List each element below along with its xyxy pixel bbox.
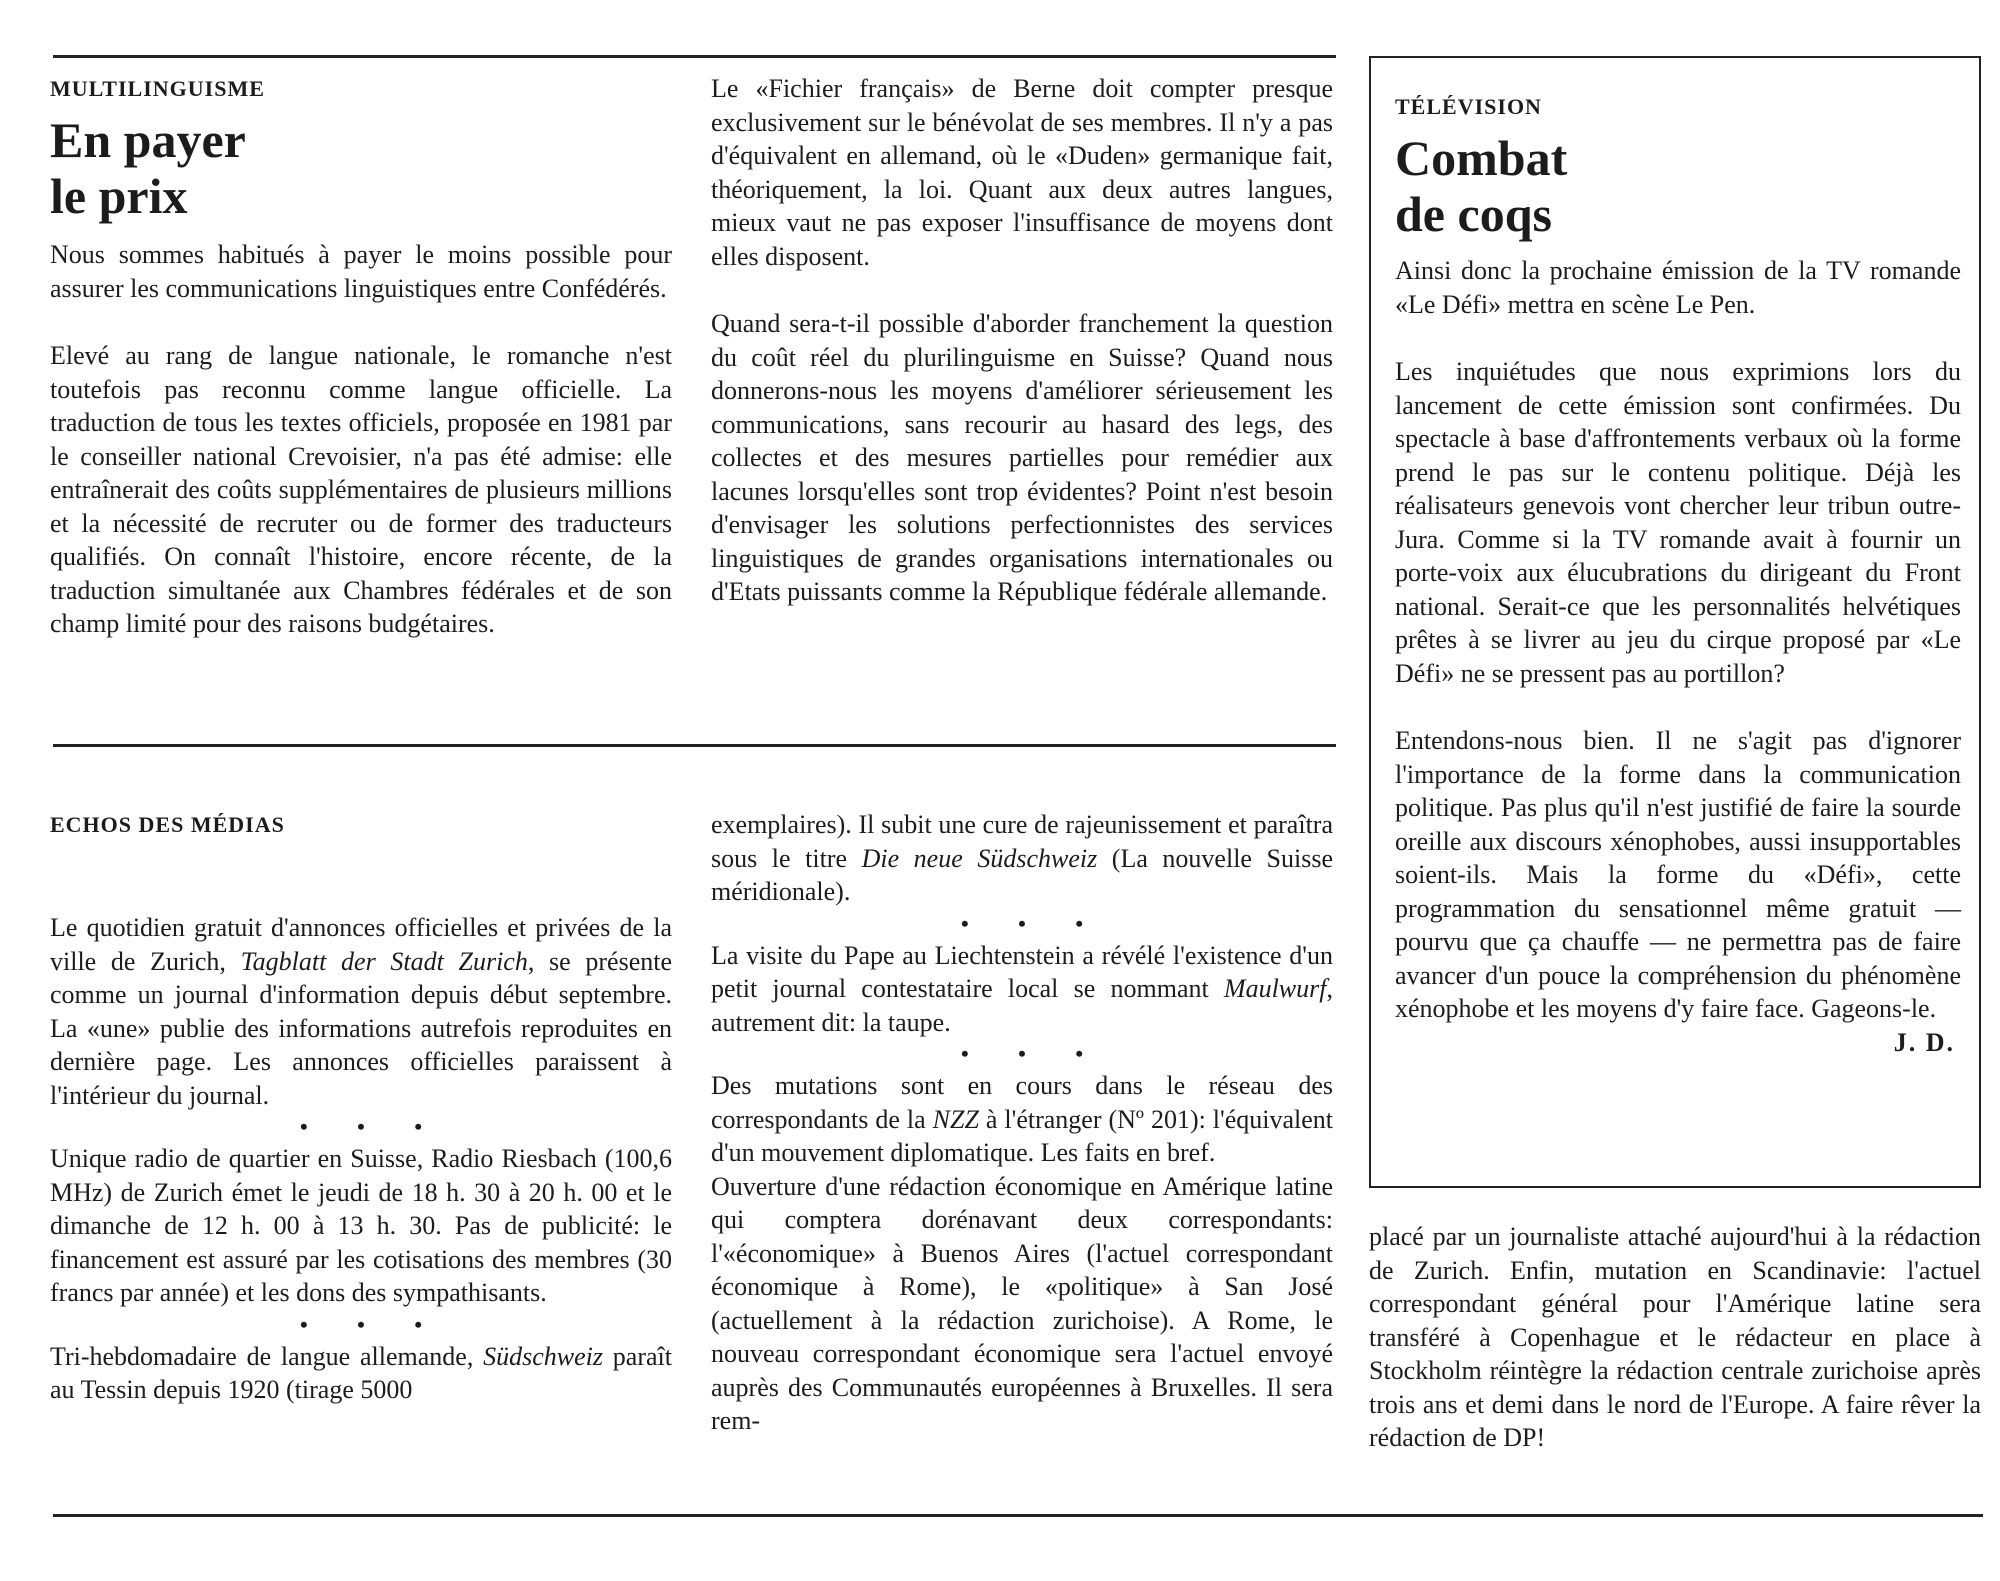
top-rule bbox=[53, 55, 1336, 58]
separator-dots: • • • bbox=[960, 1041, 1106, 1066]
echos-paragraph: Des mutations sont en cours dans le réseau des correspondants de la NZZ à l'étranger (Nº 201): l'équivalent d'un mouvement diplomatique. Les faits en bref. bbox=[711, 1071, 1334, 1167]
multilinguisme-kicker: MULTILINGUISME bbox=[50, 76, 265, 101]
television-signature: J. D. bbox=[1893, 1027, 1955, 1057]
separator-dots: • • • bbox=[299, 1311, 445, 1337]
echos-paragraph: Tri-hebdomadaire de langue allemande, Südschweiz paraît au Tessin depuis 1920 (tirage 5000 bbox=[50, 1341, 672, 1404]
publication-name: Südschweiz bbox=[483, 1341, 604, 1371]
bottom-rule bbox=[53, 1514, 1983, 1517]
television-headline-line2: de coqs bbox=[1395, 186, 1552, 242]
television-kicker: TÉLÉVISION bbox=[1395, 94, 1542, 119]
echos-column-1 bbox=[50, 911, 672, 1407]
television-box bbox=[1369, 56, 1981, 1188]
multilinguisme-column-2 bbox=[711, 72, 1333, 609]
separator-dots: • • • bbox=[960, 910, 1106, 936]
multilinguisme-headline-line2: le prix bbox=[50, 168, 188, 224]
publication-name: Tagblatt der Stadt Zurich bbox=[240, 946, 528, 976]
echos-paragraph: Ouverture d'une rédaction économique en Amérique latine qui comptera dorénavant deux correspondants: l'«économique» à Buenos Aires (l'actuel correspondant économique à Rome), le «politique» à San José (actuellement à la rédaction zurichoise). A Rome, le nouveau correspondant économique sera l'actuel envoyé auprès des Communautés européennes à Bruxelles. Il sera rem- bbox=[711, 1171, 1333, 1435]
echos-kicker: ECHOS DES MÉDIAS bbox=[50, 812, 285, 837]
echos-column-2 bbox=[711, 808, 1333, 1438]
multilinguisme-paragraph: Elevé au rang de langue nationale, le romanche n'est toutefois pas reconnu comme langue officielle. La traduction de tous les textes officiels, proposée en 1981 par le conseiller national Crevoisier, n'a pas été admise: elle entraînerait des coûts supplémentaires de plusieurs millions et la nécessité de recruter ou de former des traducteurs qualifiés. On connaît l'histoire, encore récente, de la traduction simultanée aux Chambres fédérales et de son champ limité pour des raisons budgétaires. bbox=[50, 341, 672, 638]
echos-paragraph: Le quotidien gratuit d'annonces officielles et privées de la ville de Zurich, Tagblatt der Stadt Zurich, se présente comme un journal d'information depuis début septembre. La «une» publie des informations autrefois reproduites en dernière page. Les annonces officielles paraissent à l'intérieur du journal. bbox=[50, 913, 673, 1110]
television-paragraph: Entendons-nous bien. Il ne s'agit pas d'ignorer l'importance de la forme dans la communication politique. Pas plus qu'il n'est justifié de faire la sourde oreille aux discours xénophobes, aussi insupportables soient-ils. Mais la forme du «Défi», cette programmation du sensationnel même gratuit — pourvu que ça chauffe — ne permettra pas de faire avancer d'un pouce la compréhension du phénomène xénophobe et les moyens d'y faire face. Gageons-le. bbox=[1395, 726, 1961, 1023]
multilinguisme-column-1 bbox=[50, 238, 672, 641]
television-body bbox=[1395, 254, 1961, 1059]
multilinguisme-headline-line1: En payer bbox=[50, 112, 246, 168]
echos-paragraph: exemplaires). Il subit une cure de rajeunissement et paraîtra sous le titre Die neue Südschweiz (La nouvelle Suisse méridionale). bbox=[711, 810, 1333, 906]
television-headline-line1: Combat bbox=[1395, 130, 1568, 186]
echos-column-3 bbox=[1369, 1220, 1981, 1455]
echos-paragraph: Unique radio de quartier en Suisse, Radio Riesbach (100,6 MHz) de Zurich émet le jeudi de 18 h. 30 à 20 h. 00 et le dimanche de 12 h. 00 à 13 h. 30. Pas de publicité: le financement est assuré par les cotisations des membres (30 francs par année) et les dons des sympathisants. bbox=[50, 1144, 672, 1307]
television-paragraph: Ainsi donc la prochaine émission de la TV romande «Le Défi» mettra en scène Le Pen. bbox=[1395, 256, 1961, 319]
multilinguisme-paragraph: Quand sera-t-il possible d'aborder franchement la question du coût réel du plurilinguisme en Suisse? Quand nous donnerons-nous les moyens d'améliorer sérieusement les communications, sans recourir au hasard des legs, des collectes et des mesures partielles pour remédier aux lacunes lorsqu'elles sont trop évidentes? Point n'est besoin d'envisager les solutions perfectionnistes des services linguistiques de grandes organisations internationales ou d'Etats puissants comme la République fédérale allemande. bbox=[711, 309, 1333, 606]
multilinguisme-paragraph: Le «Fichier français» de Berne doit compter presque exclusivement sur le bénévolat de ses membres. Il n'y a pas d'équivalent en allemand, où le «Duden» germanique fait, théoriquement, la loi. Quant aux deux autres langues, mieux vaut ne pas exposer l'insuffisance de moyens dont elles disposent. bbox=[711, 74, 1333, 271]
middle-rule bbox=[53, 744, 1336, 747]
publication-name: NZZ bbox=[932, 1104, 979, 1134]
multilinguisme-paragraph: Nous sommes habitués à payer le moins possible pour assurer les communications linguistiques entre Confédérés. bbox=[50, 240, 672, 303]
publication-name: Maulwurf bbox=[1223, 974, 1327, 1003]
publication-name: Die neue Südschweiz bbox=[861, 843, 1098, 873]
multilinguisme-headline bbox=[50, 112, 246, 224]
television-headline bbox=[1395, 130, 1567, 242]
echos-paragraph: placé par un journaliste attaché aujourd'hui à la rédaction de Zurich. Enfin, mutation en Scandinavie: l'actuel correspondant général pour l'Amérique latine sera transféré à Copenhague et le rédacteur en place à Stockholm réintègre la rédaction centrale zurichoise après trois ans et demi dans le nord de l'Europe. A faire rêver la rédaction de DP! bbox=[1369, 1222, 1981, 1452]
echos-paragraph: La visite du Pape au Liechtenstein a révélé l'existence d'un petit journal contestataire local se nommant Maulwurf, autrement dit: la taupe. bbox=[711, 940, 1333, 1037]
separator-dots: • • • bbox=[299, 1114, 445, 1139]
television-paragraph: Les inquiétudes que nous exprimions lors du lancement de cette émission sont confirmées. Du spectacle à base d'affrontements verbaux où la forme prend le pas sur le contenu politique. Déjà les réalisateurs genevois vont chercher leur tribun outre-Jura. Comme si la TV romande avait à fournir un porte-voix aux élucubrations du dirigeant du Front national. Serait-ce que les personnalités helvétiques prêtes à se livrer au jeu du cirque proposé par «Le Défi» ne se pressent pas au portillon? bbox=[1395, 357, 1961, 688]
